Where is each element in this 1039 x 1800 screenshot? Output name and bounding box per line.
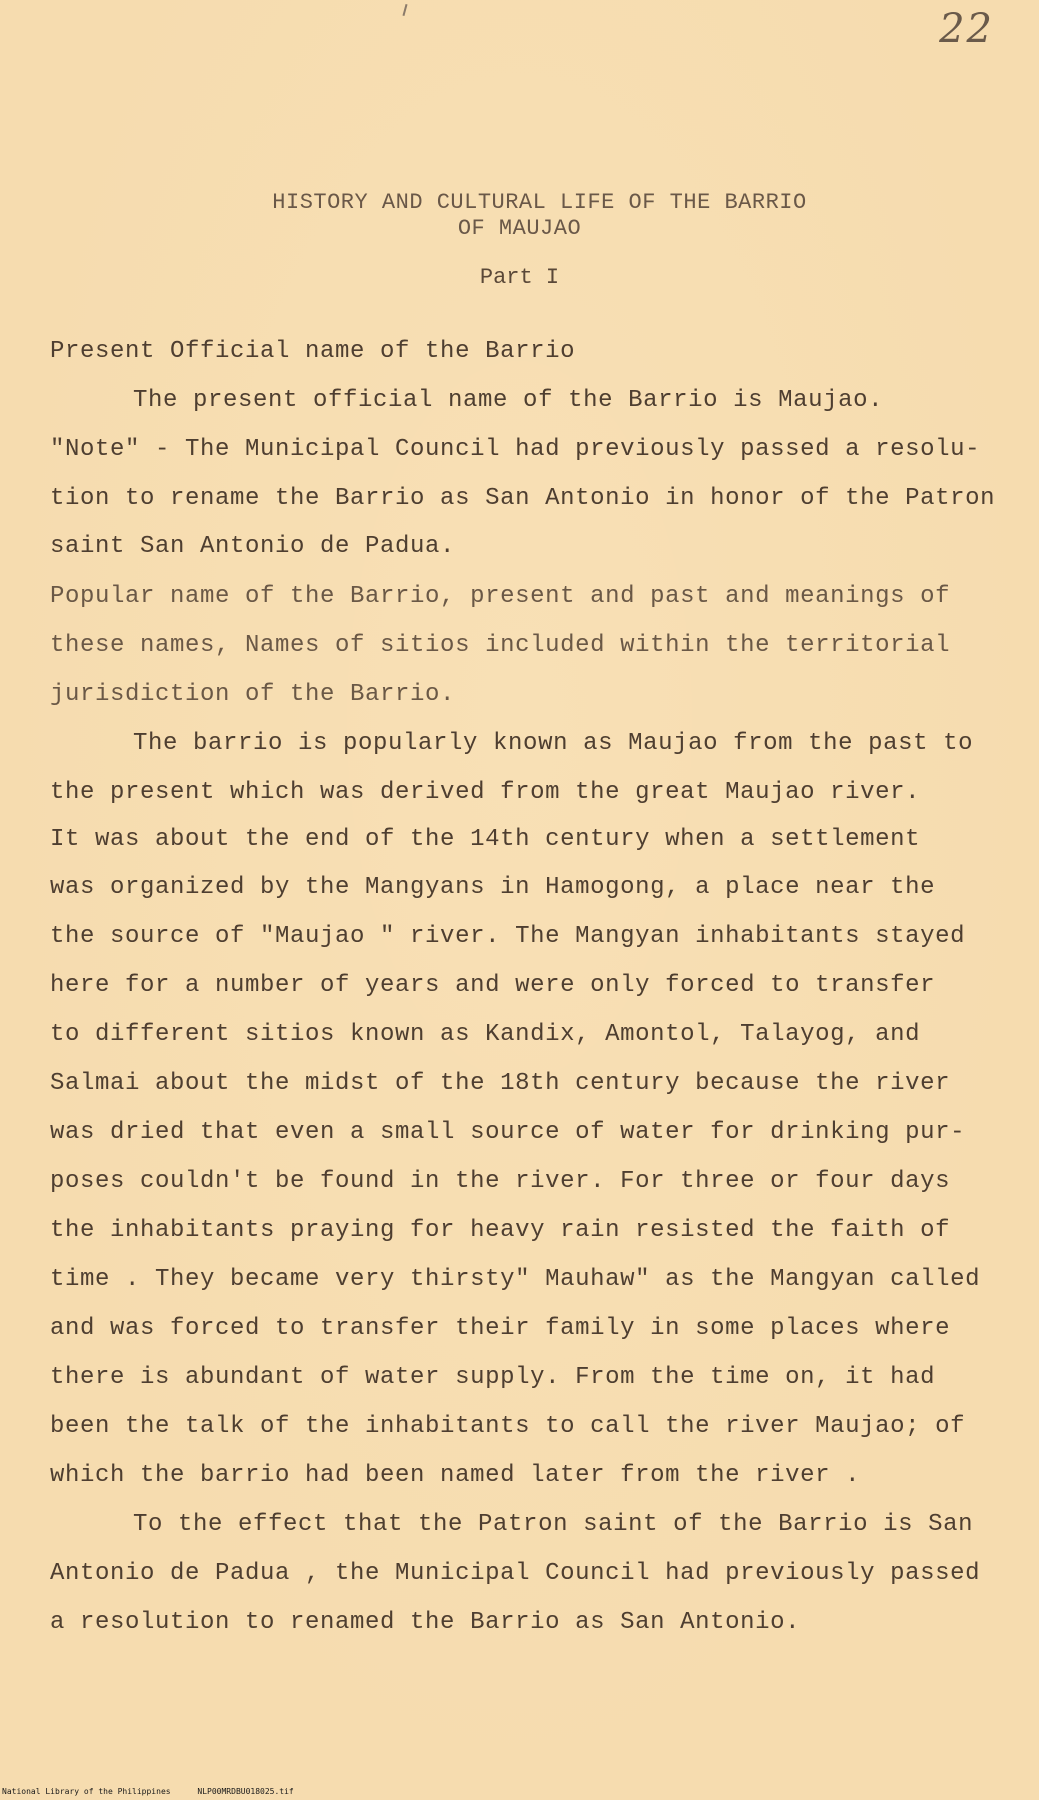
section-heading-official-name: Present Official name of the Barrio — [50, 338, 576, 365]
body-line: The barrio is popularly known as Maujao from the past to — [133, 730, 974, 757]
body-line: poses couldn't be found in the river. For three or four days — [50, 1168, 951, 1195]
page-number: 22 — [939, 6, 994, 52]
section-heading-popular-name: Popular name of the Barrio, present and past and meanings of — [50, 583, 951, 610]
body-line: Salmai about the midst of the 18th century because the river — [50, 1070, 951, 1097]
body-line: a resolution to renamed the Barrio as San Antonio. — [50, 1609, 801, 1636]
body-line: there is abundant of water supply. From the time on, it had — [50, 1364, 936, 1391]
body-line: saint San Antonio de Padua. — [50, 533, 456, 560]
body-line: jurisdiction of the Barrio. — [50, 681, 456, 708]
footer-library: National Library of the Philippines — [2, 1787, 171, 1796]
body-line: and was forced to transfer their family in some places where — [50, 1315, 951, 1342]
document-title-line-2: OF MAUJAO — [457, 216, 582, 241]
document-title-line-1: HISTORY AND CULTURAL LIFE OF THE BARRIO — [272, 190, 807, 215]
body-line: was organized by the Mangyans in Hamogong, a place near the — [50, 874, 936, 901]
part-heading: Part I — [479, 265, 560, 290]
body-line: time . They became very thirsty" Mauhaw" as the Mangyan called — [50, 1266, 981, 1293]
pencil-mark — [402, 4, 407, 16]
body-line: which the barrio had been named later from the river . — [50, 1462, 861, 1489]
body-line: To the effect that the Patron saint of the Barrio is San — [133, 1511, 974, 1538]
body-line: here for a number of years and were only forced to transfer — [50, 972, 936, 999]
body-line: the source of "Maujao " river. The Mangyan inhabitants stayed — [50, 923, 966, 950]
body-line: to different sitios known as Kandix, Amontol, Talayog, and — [50, 1021, 921, 1048]
body-line: The present official name of the Barrio is Maujao. — [133, 387, 884, 414]
body-line: the inhabitants praying for heavy rain resisted the faith of — [50, 1217, 951, 1244]
archive-footer — [2, 1787, 294, 1796]
body-line: "Note" - The Municipal Council had previously passed a resolu- — [50, 436, 981, 463]
body-line: It was about the end of the 14th century when a settlement — [50, 826, 921, 853]
body-line: was dried that even a small source of water for drinking pur- — [50, 1119, 966, 1146]
footer-file: NLP00MRDBU018025.tif — [197, 1787, 294, 1796]
body-line: been the talk of the inhabitants to call the river Maujao; of — [50, 1413, 966, 1440]
body-line: these names, Names of sitios included within the territorial — [50, 632, 951, 659]
body-line: Antonio de Padua , the Municipal Council had previously passed — [50, 1560, 981, 1587]
body-line: the present which was derived from the great Maujao river. — [50, 779, 921, 806]
body-line: tion to rename the Barrio as San Antonio in honor of the Patron — [50, 485, 996, 512]
